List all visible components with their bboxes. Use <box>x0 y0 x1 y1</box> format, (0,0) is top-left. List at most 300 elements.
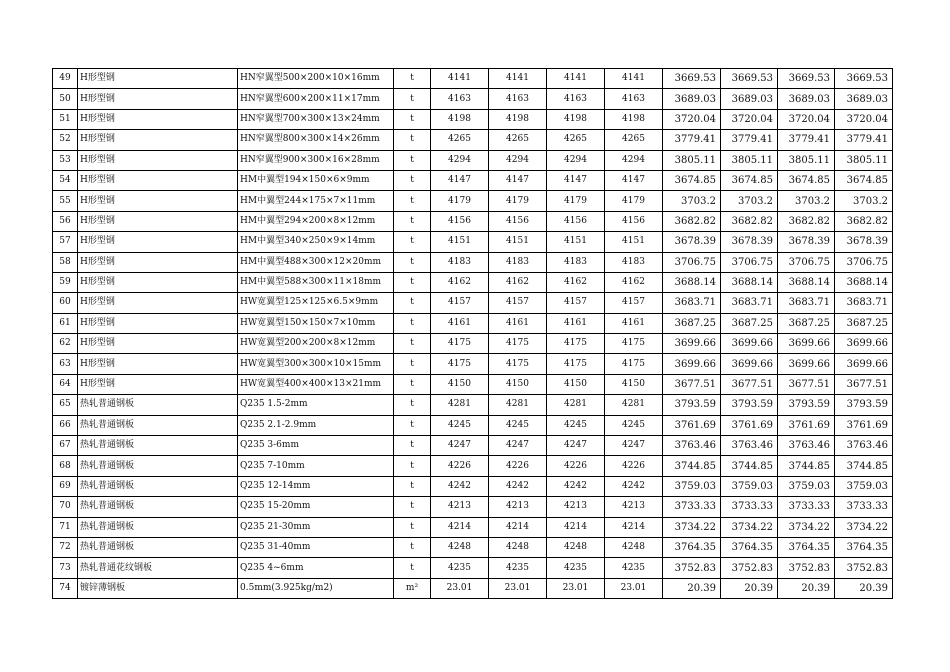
price-cell: 4150 <box>431 374 489 394</box>
net-price-cell: 3761.69 <box>721 415 778 435</box>
net-price-cell: 3687.25 <box>778 313 835 333</box>
material-name-cell: 热轧普通钢板 <box>78 436 238 456</box>
net-price-cell: 3689.03 <box>835 89 893 109</box>
specification-cell: Q235 31-40mm <box>238 537 394 557</box>
price-cell: 4242 <box>547 476 605 496</box>
price-cell: 4175 <box>489 334 547 354</box>
unit-cell: t <box>394 252 431 272</box>
net-price-cell: 3744.85 <box>835 456 893 476</box>
net-price-cell: 3805.11 <box>663 150 721 170</box>
specification-cell: HM中翼型340×250×9×14mm <box>238 232 394 252</box>
row-number-cell: 65 <box>53 395 78 415</box>
material-name-cell: H形型钢 <box>78 191 238 211</box>
price-cell: 4175 <box>547 354 605 374</box>
material-name-cell: H形型钢 <box>78 211 238 231</box>
specification-cell: HN窄翼型700×300×13×24mm <box>238 109 394 129</box>
unit-cell: t <box>394 456 431 476</box>
specification-cell: Q235 12-14mm <box>238 476 394 496</box>
net-price-cell: 3733.33 <box>778 497 835 517</box>
price-cell: 4183 <box>431 252 489 272</box>
net-price-cell: 3682.82 <box>721 211 778 231</box>
net-price-cell: 3805.11 <box>778 150 835 170</box>
table-row <box>53 130 893 150</box>
price-cell: 4163 <box>489 89 547 109</box>
price-cell: 4162 <box>547 272 605 292</box>
price-cell: 4213 <box>489 497 547 517</box>
table-row <box>53 211 893 231</box>
price-cell: 4226 <box>605 456 663 476</box>
row-number-cell: 50 <box>53 89 78 109</box>
material-name-cell: H形型钢 <box>78 293 238 313</box>
net-price-cell: 3720.04 <box>663 109 721 129</box>
net-price-cell: 3733.33 <box>835 497 893 517</box>
price-cell: 4179 <box>431 191 489 211</box>
table-row <box>53 272 893 292</box>
table-row <box>53 109 893 129</box>
table-row <box>53 293 893 313</box>
net-price-cell: 3733.33 <box>663 497 721 517</box>
net-price-cell: 3677.51 <box>663 374 721 394</box>
material-name-cell: 热轧普通钢板 <box>78 497 238 517</box>
material-name-cell: 热轧普通钢板 <box>78 456 238 476</box>
unit-cell: t <box>394 109 431 129</box>
specification-cell: Q235 21-30mm <box>238 517 394 537</box>
price-cell: 4214 <box>547 517 605 537</box>
net-price-cell: 3687.25 <box>663 313 721 333</box>
net-price-cell: 3759.03 <box>663 476 721 496</box>
material-name-cell: H形型钢 <box>78 69 238 89</box>
net-price-cell: 3706.75 <box>835 252 893 272</box>
net-price-cell: 3779.41 <box>778 130 835 150</box>
row-number-cell: 69 <box>53 476 78 496</box>
unit-cell: t <box>394 232 431 252</box>
table-row <box>53 476 893 496</box>
row-number-cell: 71 <box>53 517 78 537</box>
price-cell: 4235 <box>605 558 663 578</box>
price-cell: 4156 <box>489 211 547 231</box>
row-number-cell: 55 <box>53 191 78 211</box>
net-price-cell: 3763.46 <box>721 436 778 456</box>
net-price-cell: 3674.85 <box>663 170 721 190</box>
price-cell: 4248 <box>547 537 605 557</box>
row-number-cell: 52 <box>53 130 78 150</box>
price-cell: 4157 <box>489 293 547 313</box>
price-cell: 4242 <box>489 476 547 496</box>
unit-cell: t <box>394 354 431 374</box>
material-name-cell: H形型钢 <box>78 130 238 150</box>
price-cell: 4248 <box>431 537 489 557</box>
row-number-cell: 51 <box>53 109 78 129</box>
specification-cell: HN窄翼型500×200×10×16mm <box>238 69 394 89</box>
table-row <box>53 395 893 415</box>
net-price-cell: 3677.51 <box>778 374 835 394</box>
price-cell: 4163 <box>431 89 489 109</box>
price-cell: 4147 <box>431 170 489 190</box>
row-number-cell: 53 <box>53 150 78 170</box>
net-price-cell: 3764.35 <box>721 537 778 557</box>
price-cell: 4161 <box>605 313 663 333</box>
net-price-cell: 3699.66 <box>721 334 778 354</box>
row-number-cell: 64 <box>53 374 78 394</box>
price-table <box>52 68 893 599</box>
net-price-cell: 3674.85 <box>778 170 835 190</box>
price-cell: 4265 <box>431 130 489 150</box>
row-number-cell: 62 <box>53 334 78 354</box>
net-price-cell: 3682.82 <box>835 211 893 231</box>
table-row <box>53 374 893 394</box>
net-price-cell: 20.39 <box>721 578 778 598</box>
net-price-cell: 3764.35 <box>778 537 835 557</box>
row-number-cell: 59 <box>53 272 78 292</box>
price-cell: 4157 <box>605 293 663 313</box>
net-price-cell: 3669.53 <box>663 69 721 89</box>
price-cell: 4214 <box>489 517 547 537</box>
price-cell: 4248 <box>605 537 663 557</box>
price-cell: 4213 <box>547 497 605 517</box>
net-price-cell: 3689.03 <box>663 89 721 109</box>
price-cell: 4247 <box>605 436 663 456</box>
net-price-cell: 3669.53 <box>778 69 835 89</box>
net-price-cell: 3699.66 <box>663 334 721 354</box>
specification-cell: HW宽翼型300×300×10×15mm <box>238 354 394 374</box>
specification-cell: Q235 4~6mm <box>238 558 394 578</box>
net-price-cell: 3683.71 <box>778 293 835 313</box>
net-price-cell: 20.39 <box>835 578 893 598</box>
price-cell: 4163 <box>547 89 605 109</box>
price-cell: 23.01 <box>431 578 489 598</box>
price-cell: 4175 <box>547 334 605 354</box>
table-body <box>53 69 893 599</box>
price-cell: 4198 <box>489 109 547 129</box>
table-row <box>53 334 893 354</box>
price-cell: 4151 <box>547 232 605 252</box>
net-price-cell: 3744.85 <box>778 456 835 476</box>
net-price-cell: 3703.2 <box>663 191 721 211</box>
net-price-cell: 3759.03 <box>778 476 835 496</box>
net-price-cell: 3688.14 <box>778 272 835 292</box>
unit-cell: t <box>394 150 431 170</box>
price-cell: 4294 <box>605 150 663 170</box>
net-price-cell: 3734.22 <box>835 517 893 537</box>
net-price-cell: 3699.66 <box>835 354 893 374</box>
price-cell: 4157 <box>431 293 489 313</box>
unit-cell: t <box>394 436 431 456</box>
material-name-cell: H形型钢 <box>78 313 238 333</box>
price-cell: 4235 <box>489 558 547 578</box>
price-cell: 4162 <box>489 272 547 292</box>
price-cell: 4179 <box>547 191 605 211</box>
price-cell: 4248 <box>489 537 547 557</box>
price-cell: 4141 <box>489 69 547 89</box>
row-number-cell: 56 <box>53 211 78 231</box>
price-cell: 4161 <box>431 313 489 333</box>
material-name-cell: 热轧普通钢板 <box>78 517 238 537</box>
net-price-cell: 3703.2 <box>721 191 778 211</box>
price-cell: 4245 <box>431 415 489 435</box>
net-price-cell: 3763.46 <box>778 436 835 456</box>
specification-cell: HW宽翼型150×150×7×10mm <box>238 313 394 333</box>
net-price-cell: 3734.22 <box>663 517 721 537</box>
net-price-cell: 3677.51 <box>721 374 778 394</box>
table-row <box>53 436 893 456</box>
net-price-cell: 3674.85 <box>835 170 893 190</box>
material-name-cell: 热轧普通花纹钢板 <box>78 558 238 578</box>
price-cell: 4156 <box>431 211 489 231</box>
price-cell: 4226 <box>431 456 489 476</box>
price-cell: 4247 <box>547 436 605 456</box>
price-cell: 23.01 <box>605 578 663 598</box>
price-cell: 4214 <box>605 517 663 537</box>
net-price-cell: 3699.66 <box>835 334 893 354</box>
row-number-cell: 67 <box>53 436 78 456</box>
net-price-cell: 3763.46 <box>835 436 893 456</box>
row-number-cell: 63 <box>53 354 78 374</box>
unit-cell: t <box>394 69 431 89</box>
price-cell: 4156 <box>547 211 605 231</box>
material-name-cell: 热轧普通钢板 <box>78 476 238 496</box>
price-cell: 4161 <box>547 313 605 333</box>
net-price-cell: 3752.83 <box>663 558 721 578</box>
material-name-cell: H形型钢 <box>78 232 238 252</box>
net-price-cell: 3688.14 <box>663 272 721 292</box>
price-cell: 4175 <box>431 334 489 354</box>
table-row <box>53 456 893 476</box>
price-cell: 4214 <box>431 517 489 537</box>
net-price-cell: 3699.66 <box>778 334 835 354</box>
material-name-cell: 热轧普通钢板 <box>78 415 238 435</box>
table-row <box>53 578 893 598</box>
price-cell: 4141 <box>431 69 489 89</box>
net-price-cell: 3688.14 <box>721 272 778 292</box>
net-price-cell: 3683.71 <box>721 293 778 313</box>
unit-cell: t <box>394 272 431 292</box>
specification-cell: Q235 15-20mm <box>238 497 394 517</box>
specification-cell: HM中翼型194×150×6×9mm <box>238 170 394 190</box>
table-row <box>53 232 893 252</box>
row-number-cell: 70 <box>53 497 78 517</box>
unit-cell: t <box>394 374 431 394</box>
net-price-cell: 3677.51 <box>835 374 893 394</box>
net-price-cell: 20.39 <box>663 578 721 598</box>
price-cell: 4151 <box>489 232 547 252</box>
unit-cell: t <box>394 497 431 517</box>
net-price-cell: 3793.59 <box>663 395 721 415</box>
price-cell: 4157 <box>547 293 605 313</box>
net-price-cell: 3669.53 <box>835 69 893 89</box>
material-name-cell: H形型钢 <box>78 354 238 374</box>
price-cell: 4151 <box>605 232 663 252</box>
price-cell: 4245 <box>605 415 663 435</box>
price-cell: 4183 <box>605 252 663 272</box>
table-row <box>53 558 893 578</box>
net-price-cell: 3744.85 <box>663 456 721 476</box>
row-number-cell: 74 <box>53 578 78 598</box>
row-number-cell: 66 <box>53 415 78 435</box>
unit-cell: t <box>394 476 431 496</box>
net-price-cell: 3793.59 <box>835 395 893 415</box>
price-cell: 4265 <box>547 130 605 150</box>
price-cell: 4294 <box>547 150 605 170</box>
unit-cell: t <box>394 211 431 231</box>
material-name-cell: H形型钢 <box>78 272 238 292</box>
unit-cell: t <box>394 415 431 435</box>
net-price-cell: 3689.03 <box>721 89 778 109</box>
price-cell: 4147 <box>605 170 663 190</box>
price-cell: 4281 <box>547 395 605 415</box>
price-cell: 4161 <box>489 313 547 333</box>
row-number-cell: 61 <box>53 313 78 333</box>
price-cell: 4175 <box>431 354 489 374</box>
table-row <box>53 150 893 170</box>
net-price-cell: 3706.75 <box>663 252 721 272</box>
unit-cell: t <box>394 558 431 578</box>
table-row <box>53 497 893 517</box>
unit-cell: m² <box>394 578 431 598</box>
net-price-cell: 3682.82 <box>778 211 835 231</box>
price-cell: 4147 <box>489 170 547 190</box>
price-cell: 4198 <box>605 109 663 129</box>
unit-cell: t <box>394 395 431 415</box>
specification-cell: Q235 7-10mm <box>238 456 394 476</box>
net-price-cell: 3734.22 <box>721 517 778 537</box>
net-price-cell: 3805.11 <box>835 150 893 170</box>
price-cell: 4294 <box>431 150 489 170</box>
price-cell: 4198 <box>547 109 605 129</box>
row-number-cell: 54 <box>53 170 78 190</box>
price-cell: 4183 <box>489 252 547 272</box>
table-row <box>53 537 893 557</box>
price-cell: 4242 <box>605 476 663 496</box>
price-cell: 4175 <box>605 334 663 354</box>
table-row <box>53 517 893 537</box>
material-name-cell: H形型钢 <box>78 150 238 170</box>
specification-cell: HN窄翼型800×300×14×26mm <box>238 130 394 150</box>
net-price-cell: 3674.85 <box>721 170 778 190</box>
unit-cell: t <box>394 334 431 354</box>
net-price-cell: 3669.53 <box>721 69 778 89</box>
specification-cell: HM中翼型294×200×8×12mm <box>238 211 394 231</box>
unit-cell: t <box>394 293 431 313</box>
unit-cell: t <box>394 517 431 537</box>
net-price-cell: 3764.35 <box>663 537 721 557</box>
net-price-cell: 3744.85 <box>721 456 778 476</box>
net-price-cell: 3720.04 <box>721 109 778 129</box>
net-price-cell: 3733.33 <box>721 497 778 517</box>
price-cell: 4281 <box>605 395 663 415</box>
specification-cell: HN窄翼型900×300×16×28mm <box>238 150 394 170</box>
material-name-cell: H形型钢 <box>78 334 238 354</box>
material-name-cell: 热轧普通钢板 <box>78 537 238 557</box>
table-row <box>53 191 893 211</box>
net-price-cell: 3703.2 <box>835 191 893 211</box>
price-cell: 4281 <box>431 395 489 415</box>
price-cell: 4156 <box>605 211 663 231</box>
price-cell: 4163 <box>605 89 663 109</box>
price-cell: 4213 <box>431 497 489 517</box>
price-cell: 4179 <box>489 191 547 211</box>
net-price-cell: 3720.04 <box>835 109 893 129</box>
net-price-cell: 3699.66 <box>778 354 835 374</box>
row-number-cell: 73 <box>53 558 78 578</box>
price-cell: 4245 <box>489 415 547 435</box>
net-price-cell: 3761.69 <box>778 415 835 435</box>
price-cell: 23.01 <box>489 578 547 598</box>
table-row <box>53 69 893 89</box>
net-price-cell: 3734.22 <box>778 517 835 537</box>
unit-cell: t <box>394 191 431 211</box>
price-cell: 4281 <box>489 395 547 415</box>
net-price-cell: 3678.39 <box>778 232 835 252</box>
net-price-cell: 20.39 <box>778 578 835 598</box>
net-price-cell: 3759.03 <box>721 476 778 496</box>
price-cell: 4198 <box>431 109 489 129</box>
table-row <box>53 170 893 190</box>
unit-cell: t <box>394 313 431 333</box>
net-price-cell: 3793.59 <box>778 395 835 415</box>
price-cell: 4242 <box>431 476 489 496</box>
material-name-cell: 镀锌薄钢板 <box>78 578 238 598</box>
net-price-cell: 3720.04 <box>778 109 835 129</box>
price-cell: 4213 <box>605 497 663 517</box>
specification-cell: HM中翼型588×300×11×18mm <box>238 272 394 292</box>
net-price-cell: 3759.03 <box>835 476 893 496</box>
specification-cell: HW宽翼型200×200×8×12mm <box>238 334 394 354</box>
specification-cell: Q235 3-6mm <box>238 436 394 456</box>
net-price-cell: 3793.59 <box>721 395 778 415</box>
unit-cell: t <box>394 89 431 109</box>
row-number-cell: 49 <box>53 69 78 89</box>
unit-cell: t <box>394 170 431 190</box>
price-cell: 4150 <box>489 374 547 394</box>
price-cell: 4147 <box>547 170 605 190</box>
net-price-cell: 3763.46 <box>663 436 721 456</box>
net-price-cell: 3779.41 <box>835 130 893 150</box>
material-name-cell: H形型钢 <box>78 170 238 190</box>
price-cell: 4247 <box>489 436 547 456</box>
price-cell: 4183 <box>547 252 605 272</box>
net-price-cell: 3683.71 <box>835 293 893 313</box>
price-cell: 4265 <box>605 130 663 150</box>
specification-cell: HW宽翼型400×400×13×21mm <box>238 374 394 394</box>
net-price-cell: 3699.66 <box>663 354 721 374</box>
row-number-cell: 60 <box>53 293 78 313</box>
specification-cell: 0.5mm(3.925kg/m2) <box>238 578 394 598</box>
specification-cell: HN窄翼型600×200×11×17mm <box>238 89 394 109</box>
net-price-cell: 3687.25 <box>835 313 893 333</box>
price-cell: 4175 <box>489 354 547 374</box>
row-number-cell: 57 <box>53 232 78 252</box>
specification-cell: HW宽翼型125×125×6.5×9mm <box>238 293 394 313</box>
price-cell: 4150 <box>605 374 663 394</box>
row-number-cell: 58 <box>53 252 78 272</box>
price-cell: 4162 <box>605 272 663 292</box>
net-price-cell: 3687.25 <box>721 313 778 333</box>
material-name-cell: H形型钢 <box>78 109 238 129</box>
price-cell: 4245 <box>547 415 605 435</box>
price-cell: 4226 <box>547 456 605 476</box>
material-name-cell: H形型钢 <box>78 374 238 394</box>
net-price-cell: 3805.11 <box>721 150 778 170</box>
specification-cell: HM中翼型244×175×7×11mm <box>238 191 394 211</box>
net-price-cell: 3764.35 <box>835 537 893 557</box>
net-price-cell: 3683.71 <box>663 293 721 313</box>
net-price-cell: 3678.39 <box>663 232 721 252</box>
net-price-cell: 3689.03 <box>778 89 835 109</box>
net-price-cell: 3752.83 <box>835 558 893 578</box>
price-cell: 4265 <box>489 130 547 150</box>
net-price-cell: 3678.39 <box>835 232 893 252</box>
material-name-cell: H形型钢 <box>78 252 238 272</box>
